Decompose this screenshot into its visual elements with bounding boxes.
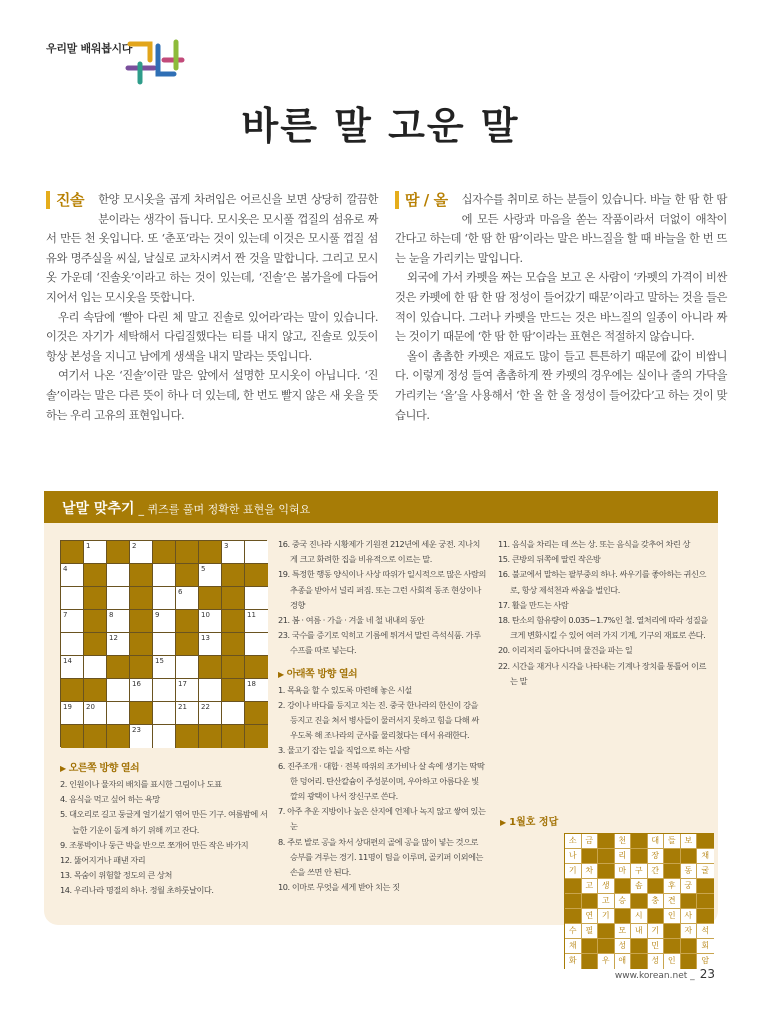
- answer-heading: ▶ 1월호 정답: [500, 817, 559, 828]
- triangle-right-icon: ▶: [278, 669, 284, 679]
- clues-column-2: [278, 537, 486, 895]
- crossword-cell: 6: [176, 587, 199, 610]
- answer-cell: 궁: [681, 879, 698, 894]
- answer-cell: [697, 879, 714, 894]
- footer-url: www.korean.net _: [614, 971, 695, 981]
- triangle-right-icon: ▶: [60, 764, 66, 773]
- answer-cell: [664, 939, 681, 954]
- clue-item: 18. 탄소의 함유량이 0.035~1.7%인 철. 열처리에 따라 성질을 크게 변화시킬 수 있어 여러 가지 기계, 기구의 재료로 쓴다.: [498, 615, 708, 641]
- answer-cell: [631, 834, 648, 849]
- crossword-subtitle: _ 퀴즈를 풀며 정확한 표현을 익혀요: [138, 503, 311, 516]
- clue-item: 17. 활을 만드는 사람: [498, 599, 569, 610]
- clue-item: 22. 시간을 재거나 시각을 나타내는 기계나 장치를 통틀어 이르는 말: [498, 660, 706, 686]
- answer-cell: 후: [664, 879, 681, 894]
- answer-cell: 금: [582, 834, 599, 849]
- answer-cell: [615, 879, 632, 894]
- crossword-cell: [245, 587, 268, 610]
- crossword-cell: [222, 610, 245, 633]
- crossword-cell: 11: [245, 610, 268, 633]
- page-title: 바른 말 고운 말: [241, 103, 520, 148]
- crossword-cell: [176, 725, 199, 748]
- crossword-cell: [84, 633, 107, 656]
- triangle-right-icon: ▶: [500, 818, 507, 827]
- crossword-cell: [153, 679, 176, 702]
- clue-item: 6. 진주조개 · 대합 · 전복 따위의 조가비나 살 속에 생기는 딱딱한 덩어리. 탄산칼슘이 주성분이며, 우아하고 아름다운 빛깔의 광택이 나서 장신구로 쓴다.: [278, 760, 485, 802]
- crossword-grid: [60, 540, 267, 747]
- answer-cell: [681, 939, 698, 954]
- crossword-cell: [130, 587, 153, 610]
- answer-cell: [582, 849, 599, 864]
- crossword-cell: [130, 702, 153, 725]
- crossword-cell: [130, 633, 153, 656]
- answer-cell: 채: [697, 849, 714, 864]
- crossword-cell: 4: [61, 564, 84, 587]
- clue-item: 11. 음식을 차리는 데 쓰는 상. 또는 음식을 갖추어 차린 상: [498, 539, 690, 549]
- crossword-cell: [107, 679, 130, 702]
- clue-item: 14. 우리나라 명절의 하나. 정월 초하룻날이다.: [60, 885, 214, 896]
- series-label: 우리말 배워봅시다: [46, 42, 133, 55]
- answer-cell: [681, 849, 698, 864]
- crossword-cell: [199, 725, 222, 748]
- answer-cell: 보: [681, 834, 698, 849]
- answer-cell: 채: [565, 939, 582, 954]
- crossword-cell: [84, 679, 107, 702]
- crossword-cell: [245, 656, 268, 679]
- clue-item: 2. 강이나 바다를 등지고 치는 진. 중국 한나라의 한신이 강을 등지고 진을 쳐서 병사들이 물러서지 못하고 힘을 다해 싸우도록 해 조나라의 군사를 물리쳤다는 데서 유래한다.: [278, 699, 479, 741]
- crossword-cell: [61, 587, 84, 610]
- answer-cell: 솜: [631, 879, 648, 894]
- crossword-cell: 2: [130, 541, 153, 564]
- answer-cell: 간: [648, 864, 665, 879]
- answer-cell: 시: [631, 909, 648, 924]
- answer-cell: 성: [615, 939, 632, 954]
- article-heading: 땀 / 올: [395, 191, 448, 209]
- crossword-cell: 17: [176, 679, 199, 702]
- crossword-cell: [245, 541, 268, 564]
- crossword-cell: [61, 679, 84, 702]
- crossword-cell: 14: [61, 656, 84, 679]
- crossword-cell: [107, 564, 130, 587]
- answer-cell: [664, 864, 681, 879]
- crossword-section: [44, 491, 718, 965]
- answer-cell: 기: [598, 909, 615, 924]
- crossword-cell: 9: [153, 610, 176, 633]
- answer-cell: 화: [565, 954, 582, 969]
- crossword-cell: [176, 541, 199, 564]
- clues-column-3: [498, 537, 708, 689]
- crossword-cell: [176, 564, 199, 587]
- answer-cell: [565, 894, 582, 909]
- answer-cell: 견: [664, 894, 681, 909]
- answer-cell: [697, 894, 714, 909]
- answer-cell: 애: [615, 954, 632, 969]
- crossword-cell: [84, 725, 107, 748]
- answer-cell: 사: [681, 909, 698, 924]
- answer-cell: 충: [648, 894, 665, 909]
- crossword-cell: [199, 541, 222, 564]
- crossword-title: 낱말 맞추기: [62, 501, 135, 517]
- crossword-cell: 3: [222, 541, 245, 564]
- crossword-cell: 22: [199, 702, 222, 725]
- crossword-cell: [222, 564, 245, 587]
- crossword-cell: [130, 564, 153, 587]
- answer-cell: 굴: [697, 864, 714, 879]
- crossword-cell: [176, 656, 199, 679]
- answer-cell: [598, 864, 615, 879]
- answer-cell: 인: [664, 909, 681, 924]
- crossword-cell: [84, 610, 107, 633]
- article-ttam-ol: [395, 190, 727, 425]
- answer-cell: [598, 849, 615, 864]
- answer-cell: [565, 909, 582, 924]
- clue-item: 1. 목욕을 할 수 있도록 마련해 놓은 시설: [278, 684, 412, 695]
- crossword-cell: [199, 679, 222, 702]
- crossword-cell: [222, 633, 245, 656]
- answer-cell: [648, 879, 665, 894]
- answer-cell: 회: [697, 939, 714, 954]
- crossword-cell: [107, 656, 130, 679]
- clue-item: 19. 특정한 행동 양식이나 사상 따위가 일시적으로 많은 사람의 추종을 받아서 널리 퍼짐. 또는 그런 사회적 동조 현상이나 경향: [278, 569, 486, 610]
- clue-item: 23. 국수를 증기로 익히고 기름에 튀겨서 말린 즉석식품. 가루수프를 따로 넣는다.: [278, 630, 481, 656]
- article-paragraph: 올이 촘촘한 카펫은 재료도 많이 들고 튼튼하기 때문에 값이 비쌉니다. 이렇게 정성 들여 촘촘하게 짠 카펫의 경우에는 실이나 줄의 가닥을 가리키는 ‘올’을 사용해서 ‘한 올 한 올 정성이 들어갔다’고 하는 것이 맞습니다.: [395, 349, 727, 422]
- answer-cell: 필: [582, 924, 599, 939]
- crossword-cell: [153, 702, 176, 725]
- answer-cell: [697, 909, 714, 924]
- answer-cell: [598, 924, 615, 939]
- crossword-cell: 7: [61, 610, 84, 633]
- crossword-cell: 15: [153, 656, 176, 679]
- crossword-cell: [176, 610, 199, 633]
- clue-item: 13. 목숨이 위험할 정도의 큰 상처: [60, 870, 172, 881]
- down-clues-heading: ▶ 아래쪽 방향 열쇠: [278, 668, 358, 680]
- clue-item: 12. 뚫어지거나 패낸 자리: [60, 855, 146, 866]
- crossword-header-bar: [44, 491, 718, 523]
- answer-cell: 수: [565, 924, 582, 939]
- crossword-cell: 12: [107, 633, 130, 656]
- answer-cell: 장: [648, 849, 665, 864]
- answer-cell: 기: [648, 924, 665, 939]
- crossword-cell: 21: [176, 702, 199, 725]
- answer-cell: 차: [582, 864, 599, 879]
- answer-cell: 자: [681, 924, 698, 939]
- clue-item: 5. 대오리로 길고 둥글게 얼기설기 엮어 만든 기구. 여름밤에 서늘한 기운이 돌게 하기 위해 끼고 잔다.: [60, 809, 268, 835]
- crossword-cell: 23: [130, 725, 153, 748]
- crossword-cell: [107, 725, 130, 748]
- crossword-cell: [199, 656, 222, 679]
- answer-cell: [598, 834, 615, 849]
- answer-cell: [631, 939, 648, 954]
- crossword-cell: [153, 564, 176, 587]
- answer-cell: 나: [565, 849, 582, 864]
- crossword-cell: [84, 564, 107, 587]
- answer-cell: [697, 834, 714, 849]
- crossword-cell: 13: [199, 633, 222, 656]
- crossword-cell: [61, 633, 84, 656]
- crossword-cell: 8: [107, 610, 130, 633]
- clue-item: 15. 큰방의 뒤쪽에 딸린 작은방: [498, 554, 601, 565]
- answer-cell: [582, 894, 599, 909]
- answer-cell: [565, 879, 582, 894]
- crossword-cell: [153, 633, 176, 656]
- answer-cell: [681, 894, 698, 909]
- crossword-cell: 19: [61, 702, 84, 725]
- article-paragraph: 우리 속담에 ‘빨아 다린 체 말고 진솔로 있어라’라는 말이 있습니다. 이것은 자기가 세탁해서 다림질했다는 티를 내지 않고, 진솔로 있듯이 항상 본성을 지니고 남에게 생색을 내지 말라는 뜻입니다.: [46, 310, 378, 363]
- crossword-cell: [153, 587, 176, 610]
- crossword-cell: [176, 633, 199, 656]
- crossword-cell: [153, 541, 176, 564]
- answer-cell: [582, 954, 599, 969]
- answer-cell: 구: [631, 864, 648, 879]
- article-heading: 진솔: [46, 191, 84, 209]
- answer-cell: 마: [615, 864, 632, 879]
- answer-cell: [631, 849, 648, 864]
- answer-cell: 내: [631, 924, 648, 939]
- crossword-cell: [61, 725, 84, 748]
- crossword-cell: [107, 541, 130, 564]
- clue-item: 10. 이마로 무엇을 세게 받아 치는 짓: [278, 882, 400, 893]
- crossword-cell: [84, 587, 107, 610]
- answer-cell: [631, 894, 648, 909]
- crossword-cell: 16: [130, 679, 153, 702]
- article-paragraph: 십자수를 취미로 하는 분들이 있습니다. 바늘 한 땀 한 땀에 모든 사랑과 마음을 쏟는 작품이라서 더없이 애착이 간다고 하는데 ‘한 땀 한 땀’이라는 말은 바느질을 할 때 바늘을 한 번 뜨는 눈을 가리키는 말입니다.: [395, 193, 727, 265]
- crossword-cell: 20: [84, 702, 107, 725]
- crossword-cell: [245, 725, 268, 748]
- crossword-cell: [130, 610, 153, 633]
- clues-column-1: [60, 761, 272, 899]
- answer-cell: 모: [615, 924, 632, 939]
- crossword-cell: [107, 587, 130, 610]
- crossword-cell: [222, 656, 245, 679]
- answer-cell: 천: [615, 834, 632, 849]
- answer-cell: 고: [582, 879, 599, 894]
- crossword-cell: [199, 587, 222, 610]
- article-paragraph: 한양 모시옷을 곱게 차려입은 어르신을 보면 상당히 깔끔한 분이라는 생각이 듭니다. 모시옷은 모시풀 껍질의 섬유로 짜서 만든 천 옷입니다. 또 ‘춘포’라는 것이 있는데 이것은 모시풀 껍질 섬유와 명주실을 씨실, 날실로 교차시켜서 짠 것을 말합니다. 그리고 모시옷 가운데 ‘진솔옷’이라고 하는 것이 있는데, ‘진솔’은 봄가을에 다듬어 지어서 입는 모시옷을 뜻합니다.: [46, 193, 378, 304]
- clue-item: 20. 이리저리 돌아다니며 물건을 파는 일: [498, 645, 633, 656]
- crossword-cell: 5: [199, 564, 222, 587]
- article-paragraph: 외국에 가서 카펫을 짜는 모습을 보고 온 사람이 ‘카펫의 가격이 비싼 것은 카펫에 한 땀 한 땀 정성이 들어갔기 때문’이라고 말하는 것을 들은 적이 있습니다. 그러나 카펫을 만드는 것은 바느질의 일종이 아니라 짜는 것이기 때문에 ‘한 땀 한 땀’이라는 표현은 적절하지 않습니다.: [395, 271, 727, 344]
- clue-item: 2. 인원이나 물자의 배치를 표시한 그림이나 도표: [60, 779, 222, 789]
- answer-grid: [564, 833, 714, 969]
- answer-cell: 기: [565, 864, 582, 879]
- answer-cell: 고: [598, 894, 615, 909]
- crossword-cell: [61, 541, 84, 564]
- answer-cell: 연: [582, 909, 599, 924]
- crossword-cell: 1: [84, 541, 107, 564]
- answer-cell: 우: [598, 954, 615, 969]
- clue-item: 21. 봄 · 여름 · 가을 · 겨울 네 철 내내의 동안: [278, 615, 425, 626]
- page-number: 23: [699, 967, 715, 981]
- answer-cell: [615, 909, 632, 924]
- clue-item: 8. 주로 발로 공을 차서 상대편의 골에 공을 많이 넣는 것으로 승부를 겨루는 경기. 11명이 팀을 이루며, 골키퍼 이외에는 손을 쓰면 안 된다.: [278, 836, 483, 878]
- answer-cell: 민: [648, 939, 665, 954]
- page-footer: [615, 963, 715, 982]
- answer-cell: 동: [681, 864, 698, 879]
- crossword-cell: [153, 725, 176, 748]
- crossword-cell: [245, 702, 268, 725]
- answer-cell: 인: [664, 954, 681, 969]
- article-paragraph: 여기서 나온 ‘진솔’이란 말은 앞에서 설명한 모시옷이 아닙니다. ‘진솔’이라는 말은 다른 뜻이 하나 더 있는데, 한 번도 빨지 않은 새 옷을 뜻하는 우리 고유의 표현입니다.: [46, 369, 378, 422]
- crossword-cell: [130, 656, 153, 679]
- crossword-cell: [222, 587, 245, 610]
- crossword-cell: 18: [245, 679, 268, 702]
- crossword-cell: 10: [199, 610, 222, 633]
- answer-cell: 리: [615, 849, 632, 864]
- crossword-cell: [107, 702, 130, 725]
- article-jinsol: [46, 190, 378, 425]
- answer-cell: 생: [598, 879, 615, 894]
- hangul-logo-icon: [124, 38, 186, 86]
- clue-item: 16. 중국 진나라 시황제가 기원전 212년에 세운 궁전. 지나치게 크고 화려한 집을 비유적으로 이르는 말.: [278, 539, 480, 565]
- answer-cell: [582, 939, 599, 954]
- crossword-cell: [245, 633, 268, 656]
- answer-cell: 소: [565, 834, 582, 849]
- answer-cell: 암: [697, 954, 714, 969]
- across-clues-heading: ▶ 오른쪽 방향 열쇠: [60, 763, 140, 774]
- answer-cell: [664, 849, 681, 864]
- crossword-cell: [222, 702, 245, 725]
- crossword-cell: [84, 656, 107, 679]
- answer-cell: 대: [648, 834, 665, 849]
- clue-item: 16. 불교에서 말하는 팔부중의 하나. 싸우기를 좋아하는 귀신으로, 항상 제석천과 싸움을 벌인다.: [498, 569, 706, 595]
- crossword-cell: [245, 564, 268, 587]
- answer-cell: [648, 909, 665, 924]
- answer-cell: 승: [615, 894, 632, 909]
- answer-cell: 석: [697, 924, 714, 939]
- clue-item: 3. 물고기 잡는 일을 직업으로 하는 사람: [278, 745, 410, 756]
- answer-cell: 들: [664, 834, 681, 849]
- clue-item: 7. 아주 추운 지방이나 높은 산지에 언제나 녹지 않고 쌓여 있는 눈: [278, 806, 486, 832]
- clue-item: 4. 음식을 먹고 싶어 하는 욕망: [60, 794, 160, 805]
- answer-cell: 성: [648, 954, 665, 969]
- crossword-cell: [222, 725, 245, 748]
- clue-item: 9. 조롱박이나 둥근 박을 반으로 쪼개어 만든 작은 바가지: [60, 839, 249, 850]
- crossword-cell: [222, 679, 245, 702]
- answer-cell: [664, 924, 681, 939]
- answer-cell: [598, 939, 615, 954]
